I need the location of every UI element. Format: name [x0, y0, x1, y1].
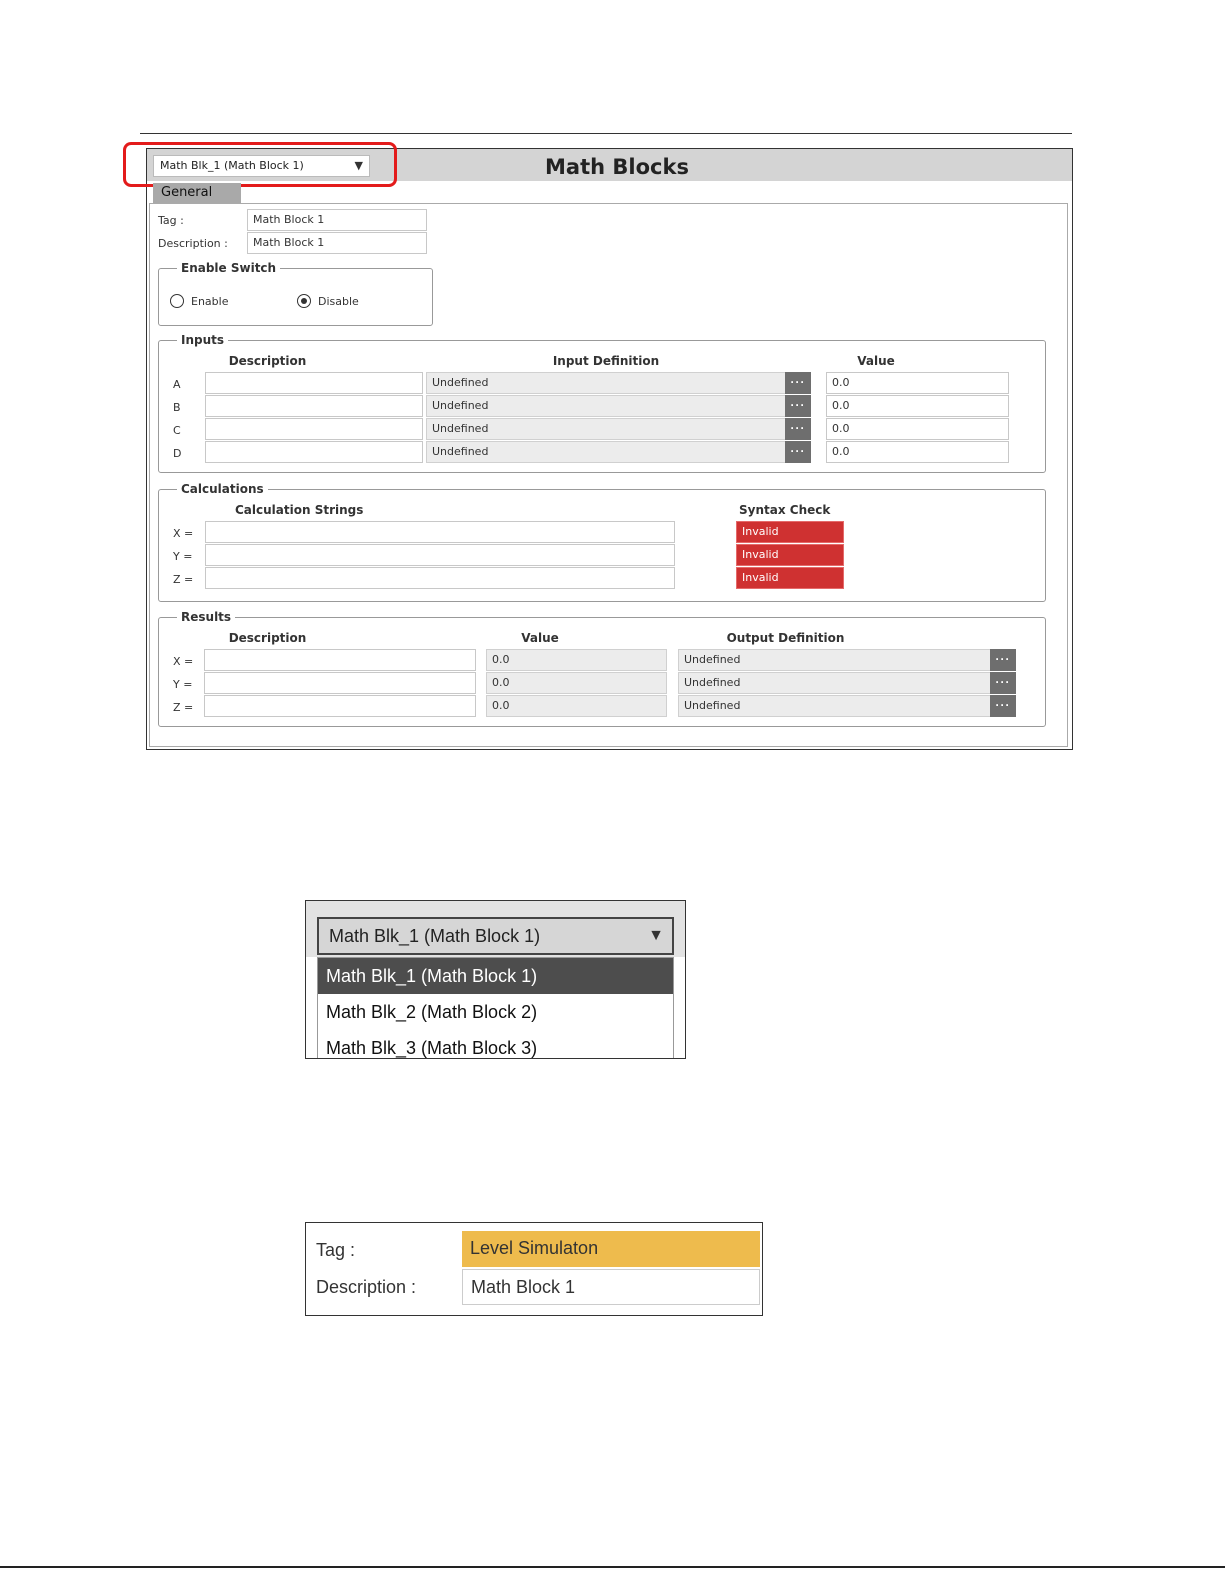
result-value-field: 0.0	[486, 649, 667, 671]
dropdown-option[interactable]: Math Blk_3 (Math Block 3)	[326, 1038, 538, 1058]
description-input[interactable]: Math Block 1	[247, 232, 427, 254]
enable-label: Enable	[191, 295, 229, 308]
calc-string-field[interactable]	[205, 521, 675, 543]
input-definition-field[interactable]: Undefined	[426, 395, 786, 417]
chevron-down-icon: ▼	[354, 159, 363, 172]
input-value-field[interactable]: 0.0	[826, 418, 1009, 440]
input-browse-button[interactable]: ···	[785, 372, 811, 394]
description-label-zoomed: Description :	[316, 1277, 417, 1297]
result-value-field: 0.0	[486, 672, 667, 694]
description-label: Description :	[158, 237, 228, 250]
description-input-zoomed[interactable]: Math Block 1	[462, 1269, 760, 1305]
input-row-label: B	[173, 401, 181, 414]
calc-row-label: Z =	[173, 573, 194, 586]
input-value-field[interactable]: 0.0	[826, 395, 1009, 417]
result-description-field[interactable]	[204, 649, 476, 671]
result-row-label: Z =	[173, 701, 194, 714]
inputs-col-input-definition: Input Definition	[552, 354, 660, 368]
enable-radio[interactable]	[170, 294, 184, 308]
calc-row-label: X =	[173, 527, 194, 540]
dropdown-option[interactable]: Math Blk_1 (Math Block 1)	[318, 958, 673, 994]
dropdown-zoom-panel	[305, 900, 686, 1059]
output-definition-field[interactable]: Undefined	[678, 695, 991, 717]
inputs-col-value: Value	[857, 354, 895, 368]
input-row-label: A	[173, 378, 181, 391]
block-select-zoomed[interactable]	[317, 917, 674, 955]
calc-col-strings: Calculation Strings	[235, 503, 364, 517]
syntax-status-badge: Invalid	[736, 544, 844, 566]
results-col-description: Description	[228, 631, 307, 645]
input-description-field[interactable]	[205, 395, 423, 417]
output-browse-button[interactable]: ···	[990, 695, 1016, 717]
output-definition-field[interactable]: Undefined	[678, 672, 991, 694]
page-title: Math Blocks	[545, 155, 689, 179]
tag-input-zoomed[interactable]: Level Simulaton	[462, 1231, 760, 1267]
bottom-divider	[0, 1566, 1225, 1568]
input-definition-field[interactable]: Undefined	[426, 372, 786, 394]
input-browse-button[interactable]: ···	[785, 441, 811, 463]
input-definition-field[interactable]: Undefined	[426, 418, 786, 440]
tag-label: Tag :	[158, 214, 184, 227]
input-row-label: D	[173, 447, 182, 460]
inputs-col-description: Description	[228, 354, 307, 368]
syntax-status-badge: Invalid	[736, 521, 844, 543]
block-select-value: Math Blk_1 (Math Block 1)	[160, 159, 304, 172]
output-definition-field[interactable]: Undefined	[678, 649, 991, 671]
input-browse-button[interactable]: ···	[785, 418, 811, 440]
results-col-output-definition: Output Definition	[726, 631, 845, 645]
callout-highlight	[123, 142, 397, 187]
input-value-field[interactable]: 0.0	[826, 441, 1009, 463]
result-row-label: Y =	[173, 678, 193, 691]
input-browse-button[interactable]: ···	[785, 395, 811, 417]
input-description-field[interactable]	[205, 441, 423, 463]
output-browse-button[interactable]: ···	[990, 672, 1016, 694]
result-value-field: 0.0	[486, 695, 667, 717]
input-definition-field[interactable]: Undefined	[426, 441, 786, 463]
input-description-field[interactable]	[205, 372, 423, 394]
output-browse-button[interactable]: ···	[990, 649, 1016, 671]
chevron-down-icon: ▼	[648, 927, 664, 944]
dropdown-options-list	[317, 957, 674, 1059]
result-description-field[interactable]	[204, 672, 476, 694]
results-col-value: Value	[521, 631, 559, 645]
math-blocks-panel	[146, 148, 1073, 750]
calc-col-syntax: Syntax Check	[739, 503, 831, 517]
input-description-field[interactable]	[205, 418, 423, 440]
block-select-zoomed-value: Math Blk_1 (Math Block 1)	[329, 926, 541, 946]
result-row-label: X =	[173, 655, 194, 668]
tab-general[interactable]: General	[153, 183, 241, 203]
syntax-status-badge: Invalid	[736, 567, 844, 589]
disable-label: Disable	[318, 295, 359, 308]
calc-row-label: Y =	[173, 550, 193, 563]
results-legend: Results	[177, 610, 235, 624]
tag-label-zoomed: Tag :	[316, 1240, 356, 1260]
tag-zoom-panel	[305, 1222, 763, 1316]
input-row-label: C	[173, 424, 181, 437]
disable-radio[interactable]	[297, 294, 311, 308]
input-value-field[interactable]: 0.0	[826, 372, 1009, 394]
top-divider	[140, 133, 1072, 134]
general-tab-content	[149, 203, 1068, 747]
tag-input[interactable]: Math Block 1	[247, 209, 427, 231]
inputs-legend: Inputs	[177, 333, 228, 347]
dropdown-option[interactable]: Math Blk_2 (Math Block 2)	[326, 1002, 538, 1022]
enable-switch-legend: Enable Switch	[177, 261, 280, 275]
calc-string-field[interactable]	[205, 567, 675, 589]
result-description-field[interactable]	[204, 695, 476, 717]
calc-string-field[interactable]	[205, 544, 675, 566]
calculations-legend: Calculations	[177, 482, 268, 496]
